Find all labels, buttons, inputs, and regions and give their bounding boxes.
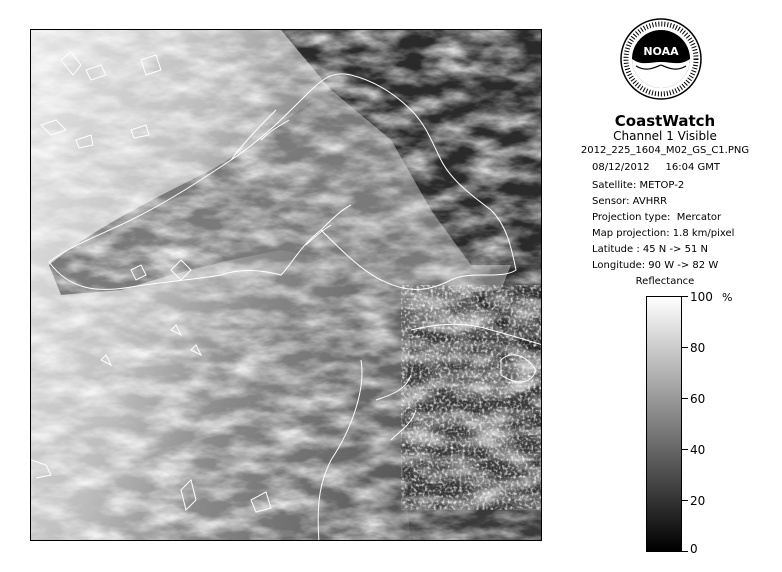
scale-label-20: 20 (690, 494, 706, 508)
scale-label-40: 40 (690, 443, 706, 457)
reflectance-colorbar (646, 296, 682, 552)
scale-tick-100 (682, 296, 688, 297)
noaa-logo (620, 18, 702, 100)
file-name: 2012_225_1604_M02_GS_C1.PNG (580, 145, 750, 156)
scale-tick-40 (682, 449, 688, 450)
date-time: 08/12/2012 16:04 GMT (592, 162, 721, 173)
scale-tick-80 (682, 347, 688, 348)
sensor-info: Sensor: AVHRR (592, 196, 668, 207)
scale-unit: % (722, 291, 733, 304)
longitude-range: Longitude: 90 W -> 82 W (592, 260, 719, 271)
projection-type: Projection type: Mercator (592, 212, 722, 223)
scale-tick-20 (682, 500, 688, 501)
scale-tick-60 (682, 398, 688, 399)
brand-title: CoastWatch (614, 112, 716, 130)
channel-label: Channel 1 Visible (613, 129, 717, 143)
scale-label-100: 100 (690, 290, 713, 304)
logo-text: NOAA (643, 45, 679, 58)
scale-label-0: 0 (690, 542, 698, 556)
scale-title: Reflectance (635, 276, 695, 287)
map-projection: Map projection: 1.8 km/pixel (592, 228, 735, 239)
scale-label-80: 80 (690, 341, 706, 355)
latitude-range: Latitude : 45 N -> 51 N (592, 244, 708, 255)
satellite-image-canvas (31, 30, 542, 541)
satellite-info: Satellite: METOP-2 (592, 180, 685, 191)
noaa-logo-mark (620, 18, 702, 100)
scale-tick-0 (682, 551, 688, 552)
satellite-image (30, 29, 542, 541)
scale-label-60: 60 (690, 392, 706, 406)
